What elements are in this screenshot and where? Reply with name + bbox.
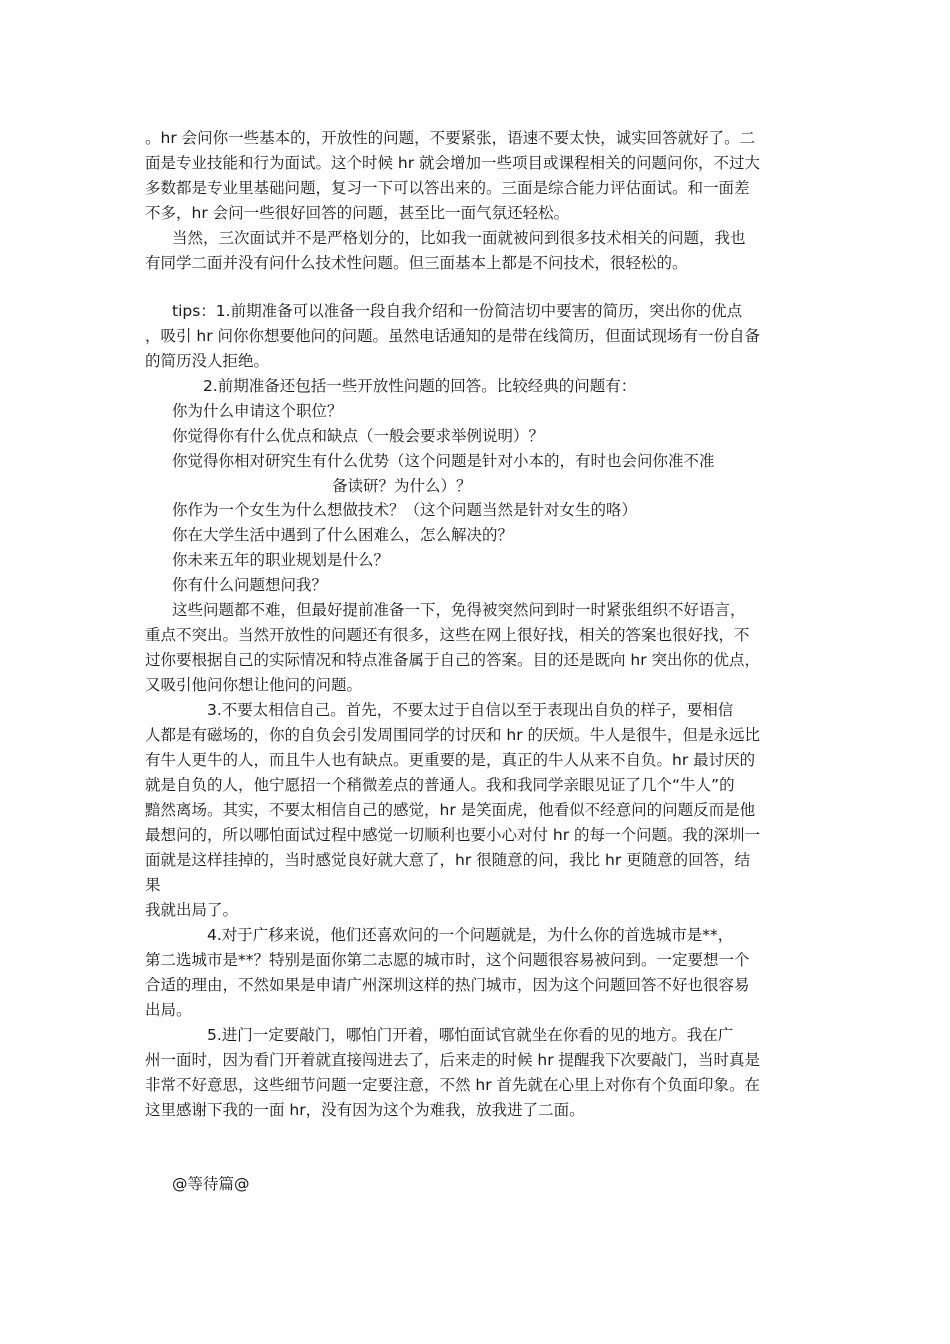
text-line: 面是专业技能和行为面试。这个时候 hr 就会增加一些项目或课程相关的问题问你，不过大 xyxy=(145,154,761,172)
text-line: 2.前期准备还包括一些开放性问题的回答。比较经典的问题有： xyxy=(203,377,637,395)
text-line: tips：1.前期准备可以准备一段自我介绍和一份简洁切中要害的简历，突出你的优点 xyxy=(172,302,743,320)
question-item: 你在大学生活中遇到了什么困难么，怎么解决的？ xyxy=(172,526,514,544)
text-line: 有牛人更牛的人，而且牛人也有缺点。更重要的是，真正的牛人从来不自负。hr 最讨厌的 xyxy=(145,751,756,769)
text-line: 有同学二面并没有问什么技术性问题。但三面基本上都是不问技术，很轻松的。 xyxy=(145,254,688,272)
text-line: 过你要根据自己的实际情况和特点准备属于自己的答案。目的还是既向 hr 突出你的优点， xyxy=(145,651,761,669)
text-line: 又吸引他问你想让他问的问题。 xyxy=(145,676,363,694)
text-line: 合适的理由，不然如果是申请广州深圳这样的热门城市，因为这个问题回答不好也很容易 xyxy=(145,976,750,994)
question-item: 你觉得你相对研究生有什么优势（这个问题是针对小本的，有时也会问你准不准 xyxy=(172,452,715,470)
text-line: 果 xyxy=(145,876,161,894)
text-line: 黯然离场。其实，不要太相信自己的感觉，hr 是笑面虎，他看似不经意问的问题反而是他 xyxy=(145,801,756,819)
section-heading: @等待篇@ xyxy=(172,1175,250,1193)
question-item: 备读研？为什么）？ xyxy=(332,477,472,495)
text-line: 第二选城市是**？特别是面你第二志愿的城市时，这个问题很容易被问到。一定要想一个 xyxy=(145,951,750,969)
text-line: 5.进门一定要敲门，哪怕门开着，哪怕面试官就坐在你看的见的地方。我在广 xyxy=(207,1026,734,1044)
text-line: 这里感谢下我的一面 hr，没有因为这个为难我，放我进了二面。 xyxy=(145,1101,585,1119)
text-line: 当然，三次面试并不是严格划分的，比如我一面就被问到很多技术相关的问题，我也 xyxy=(172,229,746,247)
text-line: 。hr 会问你一些基本的，开放性的问题，不要紧张，语速不要太快，诚实回答就好了。二 xyxy=(145,129,756,147)
text-line: 人都是有磁场的，你的自负会引发周围同学的讨厌和 hr 的厌烦。牛人是很牛，但是永远比 xyxy=(145,726,761,744)
text-line: 不多，hr 会问一些很好回答的问题，甚至比一面气氛还轻松。 xyxy=(145,204,570,222)
text-line: 出局。 xyxy=(145,1001,192,1019)
text-line: 最想问的，所以哪怕面试过程中感觉一切顺利也要小心对付 hr 的每一个问题。我的深圳一 xyxy=(145,826,761,844)
question-item: 你为什么申请这个职位？ xyxy=(172,402,343,420)
text-line: 州一面时，因为看门开着就直接闯进去了，后来走的时候 hr 提醒我下次要敲门，当时真是 xyxy=(145,1051,761,1069)
question-item: 你觉得你有什么优点和缺点（一般会要求举例说明）？ xyxy=(172,427,545,445)
text-line: 多数都是专业里基础问题，复习一下可以答出来的。三面是综合能力评估面试。和一面差 xyxy=(145,179,750,197)
text-line: 4.对于广移来说，他们还喜欢问的一个问题就是，为什么你的首选城市是**， xyxy=(207,926,734,944)
text-line: 的简历没人拒绝。 xyxy=(145,352,270,370)
question-item: 你作为一个女生为什么想做技术？（这个问题当然是针对女生的咯） xyxy=(172,501,638,519)
text-line: 非常不好意思，这些细节问题一定要注意，不然 hr 首先就在心里上对你有个负面印象。在 xyxy=(145,1076,761,1094)
question-item: 你有什么问题想问我？ xyxy=(172,576,328,594)
text-line: 就是自负的人，他宁愿招一个稍微差点的普通人。我和我同学亲眼见证了几个“牛人”的 xyxy=(145,776,735,794)
text-line: 3.不要太相信自己。首先，不要太过于自信以至于表现出自负的样子，要相信 xyxy=(207,701,734,719)
text-line: 重点不突出。当然开放性的问题还有很多，这些在网上很好找，相关的答案也很好找，不 xyxy=(145,626,750,644)
text-line: 这些问题都不难，但最好提前准备一下，免得被突然问到时一时紧张组织不好语言， xyxy=(172,601,746,619)
text-line: ，吸引 hr 问你你想要他问的问题。虽然电话通知的是带在线简历，但面试现场有一份自备 xyxy=(145,327,761,345)
question-item: 你未来五年的职业规划是什么？ xyxy=(172,551,390,569)
text-line: 我就出局了。 xyxy=(145,901,239,919)
text-line: 面就是这样挂掉的，当时感觉良好就大意了，hr 很随意的问，我比 hr 更随意的回答，结 xyxy=(145,851,751,869)
